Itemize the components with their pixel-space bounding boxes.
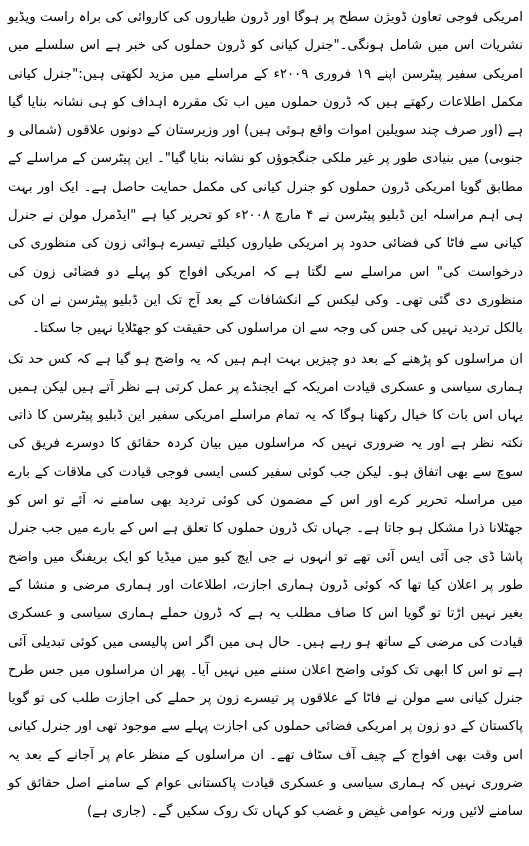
article-paragraph-2: ان مراسلوں کو پڑھنے کے بعد دو چیزیں بہت اہم ہیں کہ یہ واضح ہو گیا ہے کہ کس حد تک ہماری سیاسی و عسکری قیادت امریکہ کے ایجنڈے پر عمل کرتی ہے نظر آتے ہیں لیکن ہمیں یہاں اس بات کا خیال رکھنا ہوگا کہ یہ تمام مراسلے امریکی سفیر این ڈبلیو پیٹرسن کا ذاتی نکتہ نظر ہے اور یہ ضروری نہیں کہ مراسلوں میں بیان کردہ حقائق کا دوسرے فریق کی سوچ سے بھی اتفاق ہو۔ لیکن جب کوئی سفیر کسی ایسی فوجی قیادت کی ملاقات کے بارے میں مراسلہ تحریر کرے اور اس کے مضمون کی کوئی تردید بھی سامنے نہ آئے تو اس کو جھٹلانا ذرا مشکل ہو جاتا ہے۔ جہاں تک ڈرون حملوں کا تعلق ہے اس کے بارے میں جب جنرل پاشا ڈی جی آئی ایس آئی تھے تو انہوں نے جی ایچ کیو میں میڈیا کو ایک بریفنگ میں واضح طور پر اعلان کیا تھا کہ کوئی ڈرون ہماری اجازت، اطلاعات اور ہماری مرضی و منشا کے بغیر نہیں اڑتا تو گویا اس کا صاف مطلب یہ ہے کہ ڈرون حملے ہماری سیاسی و عسکری قیادت کی مرضی کے ساتھ ہو رہے ہیں۔ حال ہی میں اگر اس پالیسی میں کوئی تبدیلی آئی ہے تو اس کا ابھی تک کوئی واضح اعلان سننے میں نہیں آیا۔ پھر ان مراسلوں میں جس طرح جنرل کیانی سے مولن نے فاٹا کے علاقوں پر تیسرے زون پر حملے کی اجازت طلب کی تو گویا پاکستان کے دو زون پر امریکی فضائی حملوں کی اجازت پہلے سے موجود تھی اور جنرل کیانی اس وقت بھی افواج کے چیف آف سٹاف تھے۔ ان مراسلوں کے منظر عام پر آجانے کے بعد یہ ضروری نہیں کہ ہماری سیاسی و عسکری قیادت پاکستانی عوام کے سامنے اصل حقائق کو سامنے لائیں ورنہ عوامی غیض و غضب کو کہاں تک روک سکیں گے۔ (جاری ہے): [8, 351, 523, 820]
article-paragraph-1: امریکی فوجی تعاون ڈویژن سطح پر ہوگا اور ڈرون طیاروں کی کاروائی کی براہ راست ویڈیو نشریات اس میں شامل ہونگی۔"جنرل کیانی کو ڈرون حملوں کی خبر ہے اس سلسلے میں امریکی سفیر پیٹرسن اپنے ۱۹ فروری ۲۰۰۹ء کے مراسلے میں مزید لکھتی ہیں:"جنرل کیانی مکمل اطلاعات رکھتے ہیں کہ ڈرون حملوں میں اب تک مقررہ اہداف کو ہی نشانہ بنایا گیا ہے (اور صرف چند سویلین اموات واقع ہوئی ہیں) اور وزیرستان کے دونوں علاقوں (شمالی و جنوبی) میں بنیادی طور پر غیر ملکی جنگجوؤں کو نشانہ بنایا گیا"۔ این پیٹرسن کے مراسلے کے مطابق گویا امریکی ڈرون حملوں کو جنرل کیانی کی مکمل حمایت حاصل ہے۔ ایک اور بہت ہی اہم مراسلہ این ڈبلیو پیٹرسن نے ۴ مارچ ۲۰۰۸ء کو تحریر کیا ہے "ایڈمرل مولن نے جنرل کیانی سے فاٹا کی فضائی حدود پر امریکی طیاروں کیلئے تیسرے ہوائی زون کی منظوری کی درخواست کی" اس مراسلے سے لگتا ہے کہ امریکی افواج کو پہلے دو فضائی زون کی منظوری دی گئی تھی۔ وکی لیکس کے انکشافات کے بعد آج تک این ڈبلیو پیٹرسن نے ان کی بالکل تردید نہیں کی جس کی وجہ سے ان مراسلوں کی حقیقت کو جھٹلایا نہیں جا سکتا۔: [8, 10, 523, 337]
